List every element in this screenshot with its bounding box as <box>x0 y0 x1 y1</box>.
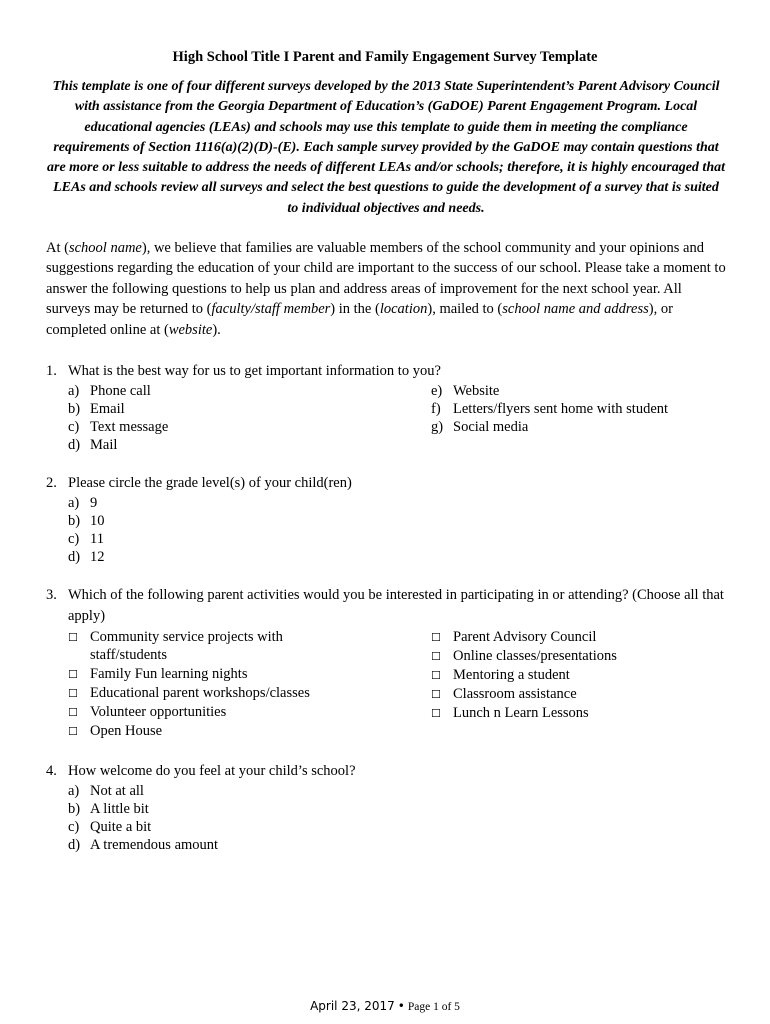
checkbox-item[interactable]: ☐ Lunch n Learn Lessons <box>431 705 589 721</box>
checkbox-item[interactable]: ☐ Community service projects with <box>68 629 283 645</box>
location-placeholder: location <box>379 301 428 318</box>
list-item: f) Letters/flyers sent home with student <box>431 401 669 417</box>
checkbox-icon[interactable]: ☐ <box>68 706 78 719</box>
checkbox-icon[interactable]: ☐ <box>68 687 78 700</box>
checkbox-icon[interactable]: ☐ <box>68 668 78 681</box>
checkbox-icon[interactable]: ☐ <box>431 707 441 720</box>
question-text: How welcome do you feel at your child’s school? <box>68 763 356 779</box>
checkbox-item[interactable]: ☐ Educational parent workshops/classes <box>68 685 310 701</box>
page-footer <box>0 999 770 1014</box>
question-number: 3. <box>46 587 57 603</box>
list-item: a) Phone call <box>68 383 151 399</box>
question-text: Please circle the grade level(s) of your child(ren) <box>68 475 352 491</box>
question-number: 2. <box>46 475 57 491</box>
list-item: b) Email <box>68 401 125 417</box>
document-title: High School Title I Parent and Family Engagement Survey Template <box>172 49 598 65</box>
question-number: 1. <box>46 363 57 379</box>
school-name-placeholder: school name <box>68 240 142 256</box>
footer-date: April 23, 2017 <box>310 999 395 1013</box>
checkbox-item[interactable]: ☐ Volunteer opportunities <box>68 704 227 720</box>
question-number: 4. <box>46 763 57 779</box>
checkbox-item[interactable]: ☐ Parent Advisory Council <box>431 629 597 645</box>
list-item: d) Mail <box>68 437 118 453</box>
list-item: b) A little bit <box>68 801 149 817</box>
para-text-5: ), or completed online at ( <box>46 301 673 338</box>
list-item: g) Social media <box>431 419 529 435</box>
list-item: c) Quite a bit <box>68 819 152 835</box>
list-item: b) 10 <box>68 513 105 529</box>
list-item: a) 9 <box>68 495 98 511</box>
checkbox-item[interactable]: ☐ Family Fun learning nights <box>68 666 248 682</box>
intro-paragraph: This template is one of four different surveys developed by the 2013 State Superintendent’s Parent Advisory Council with assistance from the Georgia Department of Education’s (GaDOE) Parent Engagement Program. Local educational agencies (LEAs) and schools may use this template to guide them in meeting the compliance requirements of Section 1116(a)(2)(D)-(E). Each sample survey provided by the GaDOE may contain questions that are more or less suitable to address the needs of different LEAs and/or schools; therefore, it is highly encouraged that LEAs and schools review all surveys and select the best questions to guide the development of a survey that is suited to individual objectives and needs. <box>47 79 725 216</box>
checkbox-icon[interactable]: ☐ <box>431 688 441 701</box>
list-item: e) Website <box>431 383 500 399</box>
list-item: c) 11 <box>68 531 104 547</box>
para-text-2: ), we believe that families are valuable members of the school community and your opinions and suggestions regarding the education of your child are important to the success of our school. Please take a moment to answer the following questions to help us plan and address areas of improvement for the next school year. All surveys may be returned to ( <box>46 240 726 318</box>
list-item: c) Text message <box>68 419 169 435</box>
instructions-paragraph <box>46 238 726 340</box>
page-number: Page 1 of 5 <box>407 1001 460 1013</box>
para-text-3: ) in the ( <box>330 301 380 318</box>
staff-placeholder: faculty/staff member <box>211 301 331 318</box>
footer-bullet: • <box>397 999 405 1013</box>
para-text-4: ), mailed to ( <box>427 301 503 318</box>
list-item: d) 12 <box>68 549 105 565</box>
question-text: Which of the following parent activities would you be interested in participating in or attending? (Choose all that apply) <box>68 587 724 624</box>
checkbox-icon[interactable]: ☐ <box>431 669 441 682</box>
checkbox-item[interactable]: ☐ Classroom assistance <box>431 686 577 702</box>
checkbox-item[interactable]: ☐ Online classes/presentations <box>431 648 617 664</box>
checkbox-icon[interactable]: ☐ <box>431 631 441 644</box>
checkbox-icon[interactable]: ☐ <box>68 631 78 644</box>
list-item: d) A tremendous amount <box>68 837 219 853</box>
checkbox-item[interactable]: ☐ Open House <box>68 723 163 739</box>
checkbox-icon[interactable]: ☐ <box>68 725 78 738</box>
list-item: a) Not at all <box>68 783 144 799</box>
checkbox-icon[interactable]: ☐ <box>431 650 441 663</box>
question-text: What is the best way for us to get important information to you? <box>68 363 441 379</box>
website-placeholder: website <box>168 321 213 338</box>
para-text-6: ). <box>212 321 221 338</box>
address-placeholder: school name and address <box>502 301 649 318</box>
checkbox-item-continued: staff/students <box>90 647 168 663</box>
para-text-1: At ( <box>46 240 69 256</box>
checkbox-item[interactable]: ☐ Mentoring a student <box>431 667 570 683</box>
